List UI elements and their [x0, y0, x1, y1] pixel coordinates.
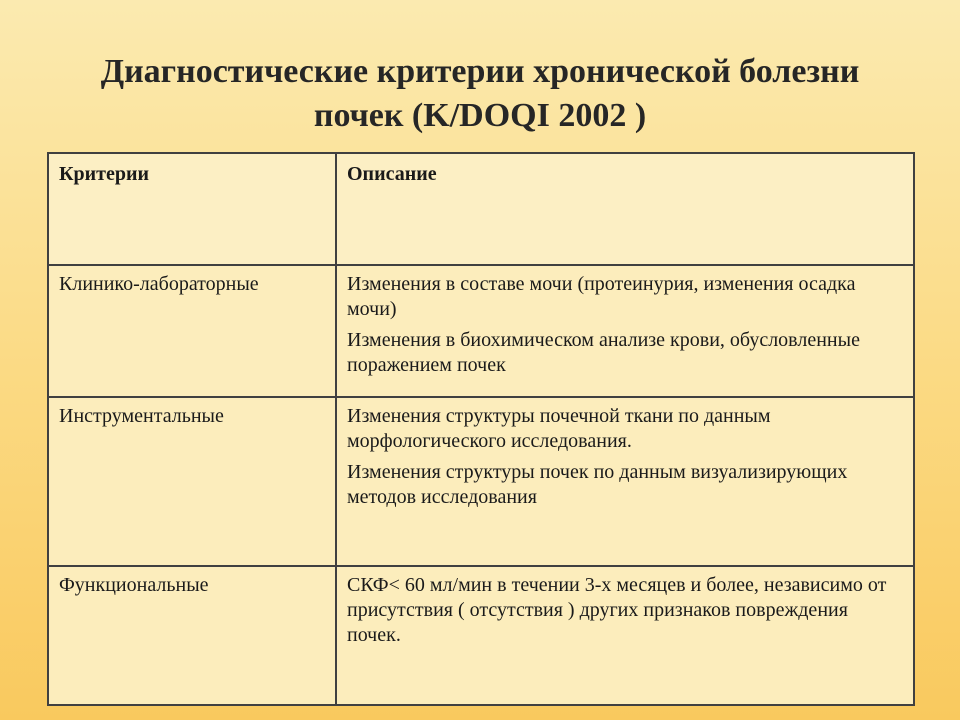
criterion-cell: Функциональные [48, 566, 336, 705]
table-row [48, 265, 914, 397]
description-cell [336, 397, 914, 566]
slide-title [0, 50, 960, 138]
criterion-cell: Инструментальные [48, 397, 336, 566]
description-text: Изменения структуры почечной ткани по данным морфологического исследования. [347, 405, 771, 452]
table-row [48, 397, 914, 566]
description-text: Изменения в составе мочи (протеинурия, изменения осадка мочи) [347, 273, 856, 320]
slide-title-line-1: Диагностические критерии хронической болезни [100, 53, 860, 90]
criterion-cell: Клинико-лабораторные [48, 265, 336, 397]
header-criteria: Критерии [48, 153, 336, 265]
description-text: СКФ< 60 мл/мин в течении 3-х месяцев и более, независимо от присутствия ( отсутствия ) других признаков повреждения почек. [347, 574, 887, 646]
description-text: Изменения в биохимическом анализе крови, обусловленные поражением почек [347, 329, 860, 376]
description-cell [336, 265, 914, 397]
header-description: Описание [336, 153, 914, 265]
table-header-row [48, 153, 914, 265]
slide-title-line-2: почек (K/DOQI 2002 ) [313, 97, 647, 134]
criteria-table [47, 152, 915, 706]
description-text: Изменения структуры почек по данным визуализирующих методов исследования [347, 461, 848, 508]
table-row [48, 566, 914, 705]
description-cell [336, 566, 914, 705]
